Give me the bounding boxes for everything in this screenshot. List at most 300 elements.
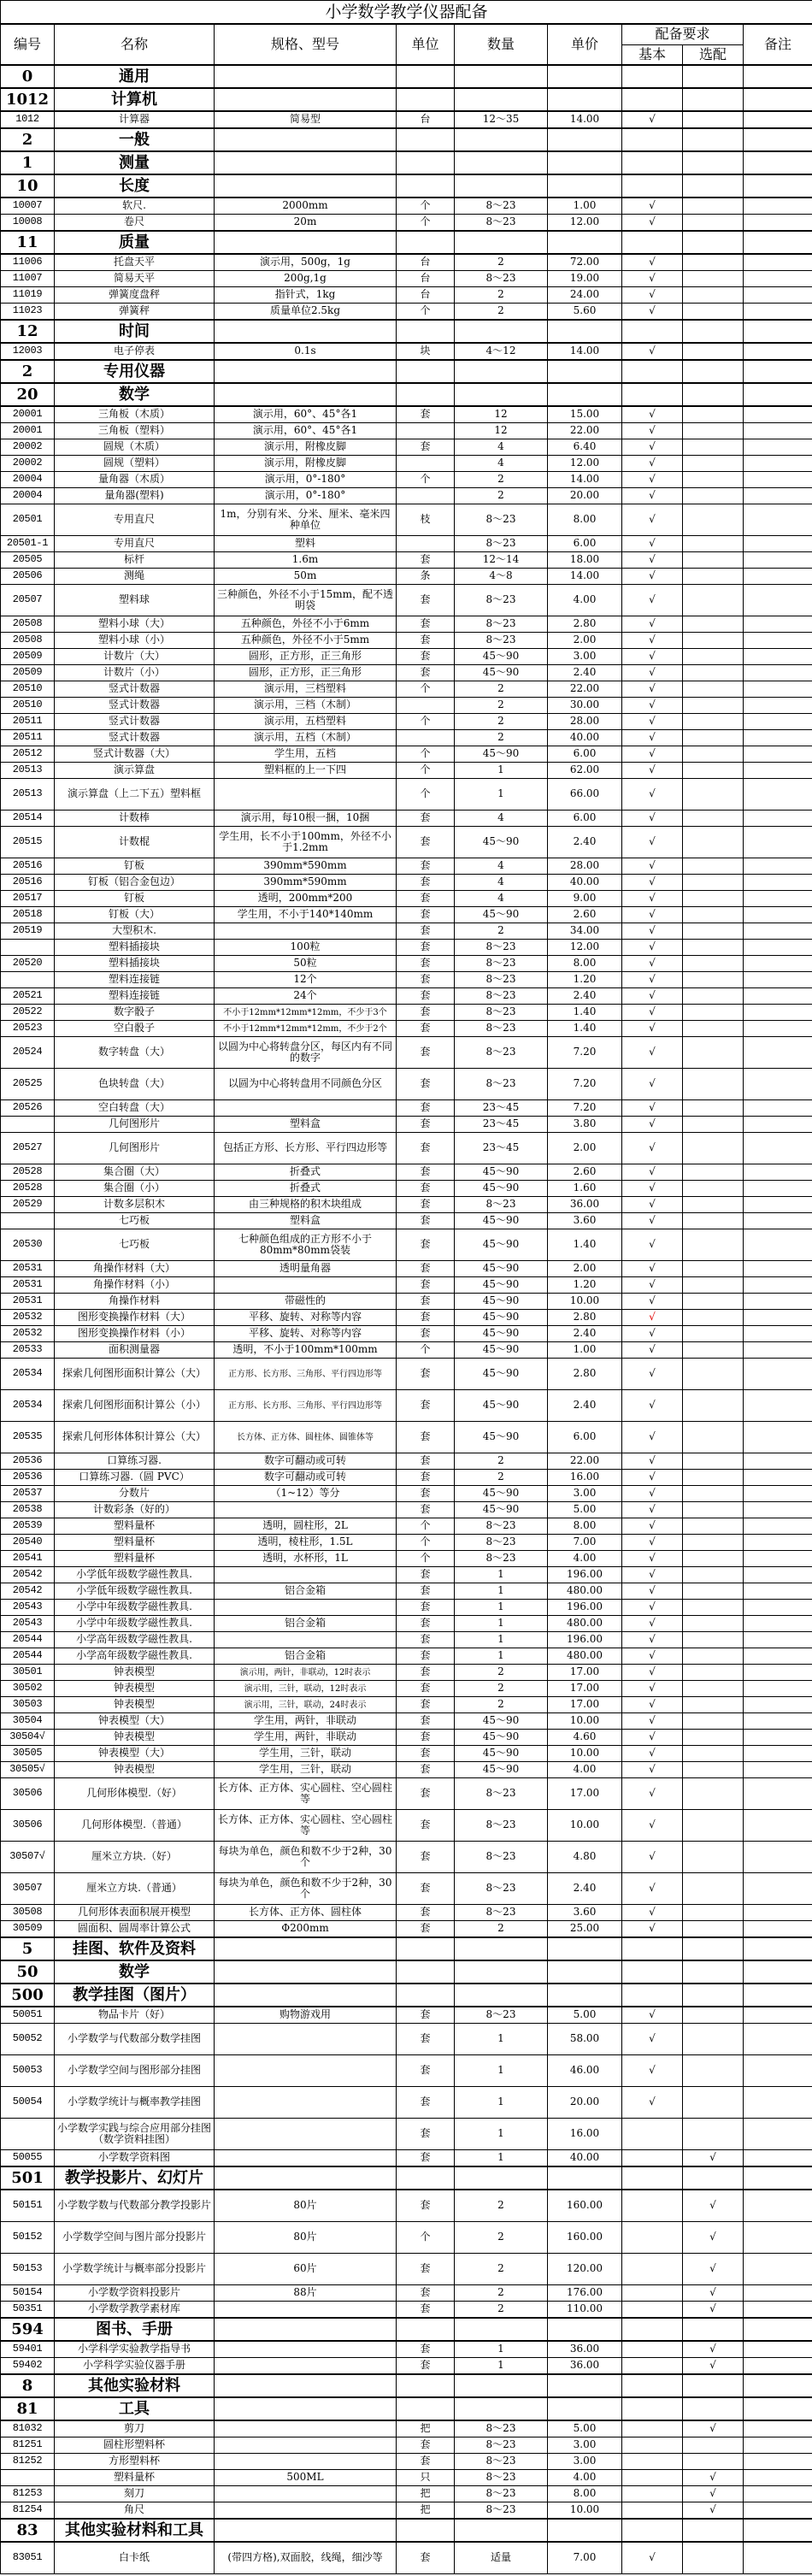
item-name: 钉板	[55, 858, 215, 875]
item-spec	[215, 1100, 397, 1117]
item-price: 20.00	[548, 488, 622, 504]
item-price: 8.00	[548, 956, 622, 972]
item-code: 20520	[1, 956, 55, 972]
item-unit: 套	[397, 1632, 455, 1648]
empty-cell	[455, 231, 548, 254]
item-remark	[744, 1470, 812, 1486]
item-qty: 4	[455, 875, 548, 891]
item-code: 20501	[1, 504, 55, 536]
item-price: 6.40	[548, 439, 622, 456]
item-name: 量角器（木质）	[55, 472, 215, 488]
item-name: 三角板（木质）	[55, 406, 215, 423]
item-name: 厘米立方块.（好）	[55, 1842, 215, 1873]
item-qty: 8～23	[455, 536, 548, 552]
section-row	[1, 2397, 812, 2420]
item-unit: 套	[397, 972, 455, 988]
item-name: 圆规（塑料）	[55, 456, 215, 472]
empty-cell	[744, 1960, 812, 1984]
item-price: 62.00	[548, 763, 622, 779]
item-spec: 演示用，三针，联动，12时表示	[215, 1681, 397, 1697]
item-unit: 套	[397, 1197, 455, 1213]
section-row	[1, 2166, 812, 2190]
table-row	[1, 681, 812, 698]
item-price: 2.00	[548, 633, 622, 649]
item-spec: 塑料	[215, 536, 397, 552]
item-code: 30507√	[1, 1842, 55, 1873]
item-code: 20526	[1, 1100, 55, 1117]
empty-cell	[397, 1960, 455, 1984]
optional-check-icon	[683, 111, 744, 128]
empty-cell	[548, 1937, 622, 1960]
item-remark	[744, 406, 812, 423]
optional-check-icon	[683, 1697, 744, 1713]
item-spec	[215, 2024, 397, 2055]
item-spec: 质量单位2.5kg	[215, 304, 397, 321]
item-qty: 8～23	[455, 1810, 548, 1842]
table-row	[1, 1873, 812, 1905]
empty-cell	[548, 320, 622, 343]
section-code: 83	[1, 2519, 55, 2542]
item-qty: 8～23	[455, 215, 548, 232]
table-row	[1, 633, 812, 649]
item-remark	[744, 343, 812, 360]
optional-check-icon	[683, 1470, 744, 1486]
item-qty: 2	[455, 1470, 548, 1486]
empty-cell	[622, 1960, 683, 1984]
item-remark	[744, 681, 812, 698]
basic-check-icon: √	[622, 552, 683, 569]
table-row	[1, 111, 812, 128]
item-qty: 8～23	[455, 2007, 548, 2024]
item-code	[1, 2119, 55, 2150]
item-name: 角操作材料	[55, 1294, 215, 1310]
item-qty: 45～90	[455, 827, 548, 858]
item-unit: 套	[397, 2254, 455, 2285]
item-remark	[744, 665, 812, 681]
item-spec	[215, 2437, 397, 2454]
item-spec: 0.1s	[215, 343, 397, 360]
item-qty: 4～12	[455, 343, 548, 360]
item-qty: 8～23	[455, 1778, 548, 1810]
item-unit: 套	[397, 1422, 455, 1453]
empty-cell	[622, 1937, 683, 1960]
basic-check-icon: √	[622, 2087, 683, 2119]
item-remark	[744, 1810, 812, 1842]
item-unit: 套	[397, 858, 455, 875]
table-row	[1, 972, 812, 988]
item-code: 20517	[1, 891, 55, 907]
item-price: 2.00	[548, 1133, 622, 1164]
optional-check-icon	[683, 287, 744, 304]
item-code: 81254	[1, 2502, 55, 2520]
basic-check-icon	[622, 2190, 683, 2222]
table-row	[1, 472, 812, 488]
item-name: 塑料球	[55, 585, 215, 616]
item-price: 1.40	[548, 1005, 622, 1021]
table-row	[1, 875, 812, 891]
item-price: 18.00	[548, 552, 622, 569]
optional-check-icon	[683, 423, 744, 439]
empty-cell	[397, 151, 455, 174]
section-name: 通用	[55, 65, 215, 88]
basic-check-icon	[622, 2437, 683, 2454]
col-header-qty: 数量	[455, 24, 548, 65]
table-row	[1, 1905, 812, 1921]
col-header-price: 单价	[548, 24, 622, 65]
item-price: 2.40	[548, 1326, 622, 1342]
item-spec: 简易型	[215, 111, 397, 128]
optional-check-icon	[683, 271, 744, 287]
item-qty: 1	[455, 2055, 548, 2087]
item-unit: 套	[397, 585, 455, 616]
basic-check-icon: √	[622, 698, 683, 714]
item-code: 50151	[1, 2190, 55, 2222]
item-remark	[744, 1905, 812, 1921]
table-row	[1, 827, 812, 858]
item-remark	[744, 1390, 812, 1422]
optional-check-icon	[683, 811, 744, 827]
section-name: 数学	[55, 1960, 215, 1984]
item-qty: 12～35	[455, 111, 548, 128]
item-code: 81032	[1, 2420, 55, 2437]
item-price: 480.00	[548, 1583, 622, 1600]
empty-cell	[622, 360, 683, 383]
table-row	[1, 2341, 812, 2358]
empty-cell	[744, 320, 812, 343]
item-spec: 七种颜色组成的正方形不小于80mm*80mm袋装	[215, 1229, 397, 1261]
item-name: 电子停表	[55, 343, 215, 360]
item-price: 9.00	[548, 891, 622, 907]
basic-check-icon: √	[622, 972, 683, 988]
item-spec: 学生用，长不小于100mm，外径不小于1.2mm	[215, 827, 397, 858]
item-spec	[215, 2055, 397, 2087]
item-spec	[215, 2150, 397, 2167]
empty-cell	[455, 88, 548, 111]
item-qty: 8～23	[455, 956, 548, 972]
item-name: 计数棒	[55, 811, 215, 827]
item-price: 2.40	[548, 827, 622, 858]
basic-check-icon: √	[622, 763, 683, 779]
table-row	[1, 988, 812, 1005]
item-qty: 8～23	[455, 1842, 548, 1873]
basic-check-icon	[622, 2420, 683, 2437]
optional-check-icon	[683, 907, 744, 923]
item-qty: 45～90	[455, 665, 548, 681]
item-remark	[744, 2486, 812, 2502]
item-qty: 8～23	[455, 197, 548, 215]
item-unit: 套	[397, 2358, 455, 2375]
empty-cell	[397, 1937, 455, 1960]
item-spec: 每块为单色，颜色和数不少于2种，30个	[215, 1873, 397, 1905]
empty-cell	[215, 2318, 397, 2341]
item-name: 钟表模型	[55, 1730, 215, 1746]
item-code: 20529	[1, 1197, 55, 1213]
item-spec	[215, 2341, 397, 2358]
table-row	[1, 665, 812, 681]
empty-cell	[455, 2397, 548, 2420]
item-spec: 12个	[215, 972, 397, 988]
item-price: 3.60	[548, 1905, 622, 1921]
item-spec: 演示用，附橡皮脚	[215, 439, 397, 456]
item-price: 7.20	[548, 1100, 622, 1117]
item-price: 36.00	[548, 1197, 622, 1213]
item-code: 20537	[1, 1486, 55, 1502]
basic-check-icon: √	[622, 254, 683, 271]
basic-check-icon: √	[622, 1164, 683, 1181]
item-name: 小学数学统计与概率部分投影片	[55, 2254, 215, 2285]
item-remark	[744, 1567, 812, 1583]
item-name: 物品卡片（好）	[55, 2007, 215, 2024]
item-unit: 套	[397, 1762, 455, 1778]
basic-check-icon: √	[622, 1294, 683, 1310]
item-remark	[744, 1342, 812, 1359]
item-qty: 23～45	[455, 1100, 548, 1117]
item-name: 小学数学空间与图片部分投影片	[55, 2222, 215, 2254]
section-code: 10	[1, 174, 55, 197]
optional-check-icon	[683, 1390, 744, 1422]
item-code: 20514	[1, 811, 55, 827]
table-row	[1, 1921, 812, 1938]
item-price: 6.00	[548, 536, 622, 552]
empty-cell	[683, 2318, 744, 2341]
item-remark	[744, 1213, 812, 1229]
item-price: 120.00	[548, 2254, 622, 2285]
item-unit: 套	[397, 1681, 455, 1697]
item-qty: 8～23	[455, 1551, 548, 1567]
item-price: 1.00	[548, 197, 622, 215]
section-code: 5	[1, 1937, 55, 1960]
item-remark	[744, 1486, 812, 1502]
item-remark	[744, 1681, 812, 1697]
item-price: 40.00	[548, 2150, 622, 2167]
empty-cell	[683, 1984, 744, 2007]
table-row	[1, 2150, 812, 2167]
item-code: 20511	[1, 730, 55, 746]
item-code: 20534	[1, 1359, 55, 1390]
table-row	[1, 858, 812, 875]
item-unit: 套	[397, 1069, 455, 1100]
item-remark	[744, 875, 812, 891]
item-qty: 1	[455, 2358, 548, 2375]
optional-check-icon	[683, 923, 744, 940]
item-unit: 套	[397, 2150, 455, 2167]
optional-check-icon	[683, 406, 744, 423]
item-qty: 8～23	[455, 1021, 548, 1037]
item-name: 圆规（木质）	[55, 439, 215, 456]
item-code: 20501-1	[1, 536, 55, 552]
basic-check-icon: √	[622, 1873, 683, 1905]
item-code: 20532	[1, 1310, 55, 1326]
empty-cell	[744, 1984, 812, 2007]
item-name: 探索几何图形面积计算公（小）	[55, 1390, 215, 1422]
item-price: 17.00	[548, 1697, 622, 1713]
item-unit: 套	[397, 1021, 455, 1037]
table-row	[1, 811, 812, 827]
optional-check-icon	[683, 1294, 744, 1310]
item-price: 15.00	[548, 406, 622, 423]
table-row	[1, 1730, 812, 1746]
item-code: 59402	[1, 2358, 55, 2375]
item-remark	[744, 649, 812, 665]
item-name: 小学数学实践与综合应用部分挂图（数学资料挂图）	[55, 2119, 215, 2150]
basic-check-icon: √	[622, 111, 683, 128]
basic-check-icon: √	[622, 1762, 683, 1778]
item-unit: 套	[397, 1600, 455, 1616]
table-row	[1, 891, 812, 907]
table-row	[1, 1632, 812, 1648]
item-unit: 套	[397, 1100, 455, 1117]
optional-check-icon	[683, 1681, 744, 1697]
item-remark	[744, 633, 812, 649]
item-qty: 2	[455, 287, 548, 304]
item-unit	[397, 730, 455, 746]
basic-check-icon: √	[622, 1326, 683, 1342]
item-spec: 100粒	[215, 940, 397, 956]
item-remark	[744, 1133, 812, 1164]
item-spec: 演示用，五档（木制）	[215, 730, 397, 746]
item-qty: 8～23	[455, 1197, 548, 1213]
item-qty: 2	[455, 1453, 548, 1470]
optional-check-icon	[683, 972, 744, 988]
section-code: 2	[1, 360, 55, 383]
table-row	[1, 536, 812, 552]
item-unit: 套	[397, 1453, 455, 1470]
empty-cell	[397, 2166, 455, 2190]
item-remark	[744, 698, 812, 714]
item-qty: 8～23	[455, 1037, 548, 1069]
item-spec: 平移、旋转、对称等内容	[215, 1326, 397, 1342]
item-price: 7.20	[548, 1069, 622, 1100]
item-code: 20508	[1, 633, 55, 649]
item-price: 40.00	[548, 875, 622, 891]
item-price: 3.00	[548, 649, 622, 665]
item-price: 4.80	[548, 1842, 622, 1873]
item-code: 20509	[1, 649, 55, 665]
item-unit: 套	[397, 827, 455, 858]
empty-cell	[683, 2397, 744, 2420]
basic-check-icon: √	[622, 2542, 683, 2574]
item-unit: 套	[397, 811, 455, 827]
optional-check-icon	[683, 714, 744, 730]
basic-check-icon: √	[622, 2024, 683, 2055]
item-qty: 8～23	[455, 940, 548, 956]
item-price: 40.00	[548, 730, 622, 746]
empty-cell	[215, 360, 397, 383]
item-name: 钉板	[55, 891, 215, 907]
section-code: 12	[1, 320, 55, 343]
empty-cell	[397, 2397, 455, 2420]
section-name: 工具	[55, 2397, 215, 2420]
item-unit: 把	[397, 2486, 455, 2502]
item-unit	[397, 536, 455, 552]
item-spec: 以圆为中心将转盘用不同颜色分区	[215, 1069, 397, 1100]
item-price: 2.40	[548, 665, 622, 681]
item-name: 钟表模型	[55, 1697, 215, 1713]
empty-cell	[455, 1984, 548, 2007]
item-remark	[744, 2358, 812, 2375]
item-spec: 88片	[215, 2285, 397, 2302]
item-qty: 4～8	[455, 569, 548, 585]
item-spec	[215, 2087, 397, 2119]
item-price: 196.00	[548, 1600, 622, 1616]
item-unit: 套	[397, 1037, 455, 1069]
item-name: 小学数学空间与图形部分挂图	[55, 2055, 215, 2087]
item-unit: 套	[397, 1390, 455, 1422]
table-row	[1, 1197, 812, 1213]
item-remark	[744, 1294, 812, 1310]
section-code: 11	[1, 231, 55, 254]
item-price: 3.00	[548, 2437, 622, 2454]
empty-cell	[215, 65, 397, 88]
item-remark	[744, 1117, 812, 1133]
item-spec: 学生用，五档	[215, 746, 397, 763]
optional-check-icon	[683, 1583, 744, 1600]
item-unit: 套	[397, 2119, 455, 2150]
item-spec: 折叠式	[215, 1181, 397, 1197]
basic-check-icon: √	[622, 616, 683, 633]
item-remark	[744, 552, 812, 569]
item-qty: 2	[455, 2302, 548, 2319]
table-row	[1, 698, 812, 714]
optional-check-icon	[683, 1905, 744, 1921]
item-remark	[744, 1730, 812, 1746]
item-code: 50051	[1, 2007, 55, 2024]
optional-check-icon	[683, 956, 744, 972]
item-qty: 45～90	[455, 1713, 548, 1730]
section-name: 图书、手册	[55, 2318, 215, 2341]
empty-cell	[744, 2166, 812, 2190]
item-price: 3.80	[548, 1117, 622, 1133]
table-row	[1, 1310, 812, 1326]
table-row	[1, 1100, 812, 1117]
item-code: 20531	[1, 1294, 55, 1310]
item-price: 28.00	[548, 714, 622, 730]
empty-cell	[622, 231, 683, 254]
basic-check-icon: √	[622, 956, 683, 972]
item-remark	[744, 763, 812, 779]
empty-cell	[548, 128, 622, 151]
empty-cell	[455, 2166, 548, 2190]
col-header-remark: 备注	[744, 24, 812, 65]
item-name: 探索几何形体体积计算公（大）	[55, 1422, 215, 1453]
section-code: 50	[1, 1960, 55, 1984]
item-code: 20513	[1, 779, 55, 811]
optional-check-icon: √	[683, 2358, 744, 2375]
basic-check-icon	[622, 2470, 683, 2486]
optional-check-icon	[683, 1359, 744, 1390]
item-spec	[215, 2486, 397, 2502]
optional-check-icon	[683, 763, 744, 779]
item-remark	[744, 714, 812, 730]
optional-check-icon	[683, 746, 744, 763]
item-unit: 套	[397, 1117, 455, 1133]
table-row	[1, 2119, 812, 2150]
basic-check-icon: √	[622, 1422, 683, 1453]
basic-check-icon: √	[622, 1551, 683, 1567]
empty-cell	[455, 65, 548, 88]
empty-cell	[683, 2374, 744, 2397]
item-remark	[744, 569, 812, 585]
table-body	[1, 65, 812, 2574]
item-unit: 套	[397, 1470, 455, 1486]
table-row	[1, 2222, 812, 2254]
item-spec	[215, 1632, 397, 1648]
basic-check-icon: √	[622, 1905, 683, 1921]
empty-cell	[455, 1960, 548, 1984]
item-remark	[744, 1005, 812, 1021]
item-unit: 个	[397, 1342, 455, 1359]
table-row	[1, 1648, 812, 1665]
